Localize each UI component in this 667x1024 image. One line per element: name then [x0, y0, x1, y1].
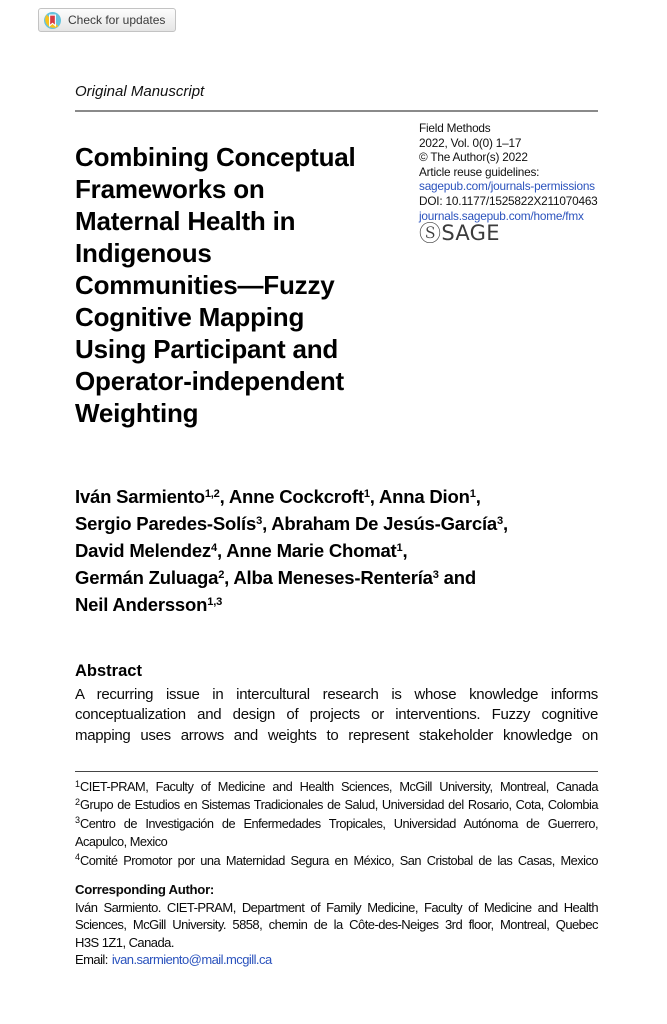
- author-line: Iván Sarmiento$^{1,2}$, Anne Cockcroft$^1$, Anna Dion$^1$,: [75, 486, 481, 507]
- title-line: Weighting: [75, 398, 199, 428]
- journal-link[interactable]: sagepub.com/journals-permissions: [419, 179, 595, 194]
- title-line: Communities—Fuzzy: [75, 270, 335, 300]
- sage-logo-text: SAGE: [441, 221, 500, 246]
- corresponding-author-lines: [75, 899, 598, 952]
- journal-info-line: Article reuse guidelines:: [419, 164, 540, 179]
- abstract-heading: Abstract: [75, 662, 142, 680]
- corresponding-email-line: [75, 951, 598, 969]
- corresponding-author: [75, 881, 598, 969]
- abstract-line: conceptualization and design of projects or interventions. Fuzzy cognitive: [75, 706, 598, 724]
- article-title: [75, 141, 445, 429]
- journal-info-line: 2022, Vol. 0(0) 1–17: [419, 135, 522, 150]
- title-line: Cognitive Mapping: [75, 302, 305, 332]
- title-line: Using Participant and: [75, 334, 339, 364]
- affiliations: [75, 778, 598, 870]
- author-line: Sergio Paredes-Solís$^3$, Abraham De Jesús-García$^3$,: [75, 513, 508, 534]
- title-line: Combining Conceptual: [75, 142, 356, 172]
- title-line: Operator-independent: [75, 366, 345, 396]
- check-for-updates-label: Check for updates: [68, 13, 166, 27]
- author-line: Germán Zuluaga$^2$, Alba Meneses-Rentería$^3$ and: [75, 567, 476, 588]
- check-for-updates-button[interactable]: [38, 8, 176, 32]
- journal-info-line: © The Author(s) 2022: [419, 150, 528, 165]
- title-line: Maternal Health in: [75, 206, 296, 236]
- crossref-icon: [44, 12, 61, 29]
- footnote-divider: [75, 771, 598, 772]
- journal-info-line: Field Methods: [419, 121, 491, 135]
- author-line: David Melendez$^4$, Anne Marie Chomat$^1$,: [75, 540, 408, 561]
- corresponding-line: Iván Sarmiento. CIET-PRAM, Department of Family Medicine, Faculty of Medicine and Health: [75, 899, 598, 915]
- email-label: Email:: [75, 952, 108, 968]
- abstract-text: [75, 685, 598, 746]
- corresponding-author-heading: Corresponding Author:: [75, 882, 214, 897]
- sage-logo-circle-s-icon: Ⓢ: [419, 222, 442, 248]
- journal-info-lines: [419, 121, 598, 223]
- header-divider: [75, 110, 598, 112]
- title-line: Frameworks on: [75, 174, 265, 204]
- affiliation-line: Acapulco, Mexico: [75, 834, 168, 850]
- authors-list: [75, 483, 615, 618]
- affiliation-line: $^2$Grupo de Estudios en Sistemas Tradicionales de Salud, Universidad del Rosario, Cota, Colombia: [75, 796, 598, 813]
- corresponding-line: H3S 1Z1, Canada.: [75, 934, 174, 950]
- corresponding-line: Sciences, McGill University. 5858, chemin de la Côte-des-Neiges 3rd floor, Montreal, Quebec: [75, 917, 598, 933]
- article-type-label: Original Manuscript: [75, 83, 205, 100]
- journal-info-line: DOI: 10.1177/1525822X211070463: [419, 193, 598, 208]
- abstract-line: mapping uses arrows and weights to represent stakeholder knowledge on: [75, 726, 598, 744]
- affiliation-line: $^3$Centro de Investigación de Enfermedades Tropicales, Universidad Autónoma de Guerrero,: [75, 815, 598, 831]
- author-line: Neil Andersson$^{1,3}$: [75, 594, 223, 615]
- affiliation-line: $^4$Comité Promotor por una Maternidad Segura en México, San Cristobal de las Casas, Mexico: [75, 852, 598, 868]
- journal-info: [419, 121, 598, 248]
- affiliation-line: $^1$CIET-PRAM, Faculty of Medicine and Health Sciences, McGill University, Montreal, Canada: [75, 778, 598, 794]
- title-line: Indigenous: [75, 238, 212, 268]
- sage-logo: [419, 221, 598, 248]
- email-link[interactable]: ivan.sarmiento@mail.mcgill.ca: [111, 952, 272, 968]
- journal-link[interactable]: journals.sagepub.com/home/fmx: [419, 208, 584, 223]
- abstract-line: A recurring issue in intercultural research is whose knowledge informs: [75, 686, 598, 703]
